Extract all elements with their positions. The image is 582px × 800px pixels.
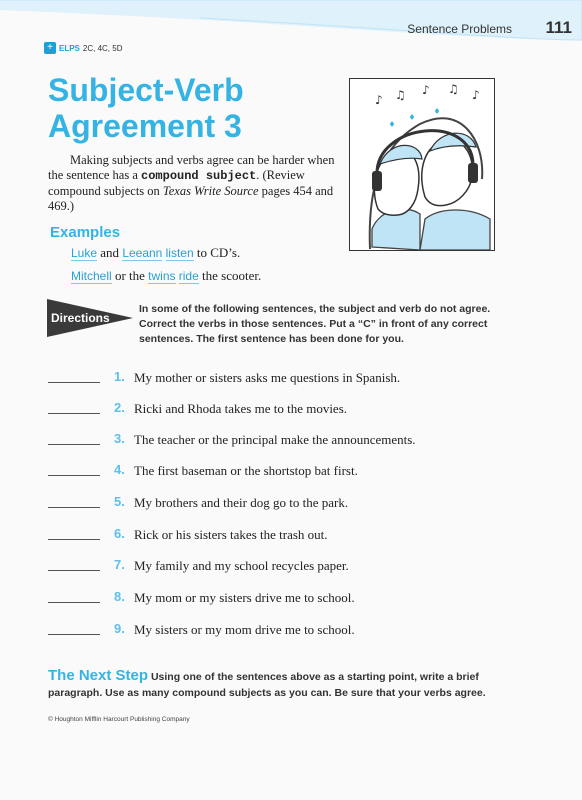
example-2-rest: the scooter. <box>202 268 262 283</box>
exercise-item-6 <box>48 527 468 545</box>
item-sentence-5: My brothers and their dog go to the park. <box>134 495 349 510</box>
example-1-rest: to CD’s. <box>196 245 241 260</box>
plus-icon: + <box>44 42 56 54</box>
example-2-subject-1: Mitchell <box>71 269 112 283</box>
answer-blank-4[interactable] <box>48 475 100 476</box>
illustration-headphones <box>349 78 495 251</box>
elps-standards <box>44 42 122 54</box>
exercise-item-1 <box>48 370 468 388</box>
example-1-subject-1: Luke <box>71 246 98 260</box>
answer-blank-8[interactable] <box>48 602 100 603</box>
example-2-verb: ride <box>178 269 199 283</box>
item-sentence-1: My mother or sisters asks me questions in Spanish. <box>134 370 401 385</box>
headphones-illustration-icon <box>350 79 494 250</box>
intro-text-1: Making subjects and verbs agree can be harder when the sentence has a <box>48 153 335 182</box>
exercise-item-7 <box>48 558 468 576</box>
intro-text-3: pages 454 and 469.) <box>48 184 334 213</box>
example-1 <box>71 245 240 261</box>
item-number-2: 2. <box>114 400 125 415</box>
item-number-5: 5. <box>114 494 125 509</box>
directions-text: In some of the following sentences, the subject and verb do not agree. Correct the verbs in those sentences. Put a “C” in front of any correct sentences. The first sentence has been done for you. <box>139 303 491 345</box>
answer-blank-6[interactable] <box>48 539 100 540</box>
exercise-item-8 <box>48 590 468 608</box>
next-step-heading: The Next Step <box>48 667 149 684</box>
item-number-4: 4. <box>114 462 125 477</box>
example-2-subject-2: twins <box>148 269 176 283</box>
svg-text:♫: ♫ <box>448 82 459 96</box>
exercise-item-9 <box>48 622 468 640</box>
example-2 <box>71 268 261 284</box>
copyright: © Houghton Mifflin Harcourt Publishing Company <box>48 716 190 723</box>
item-number-3: 3. <box>114 431 125 446</box>
item-sentence-3: The teacher or the principal make the announcements. <box>134 432 416 447</box>
exercise-item-4 <box>48 463 468 481</box>
item-sentence-4: The first baseman or the shortstop bat first. <box>134 463 358 478</box>
elps-label: ELPS <box>59 43 80 53</box>
example-1-verb: listen <box>165 246 194 260</box>
answer-blank-9[interactable] <box>48 634 100 635</box>
item-number-8: 8. <box>114 589 125 604</box>
svg-text:♫: ♫ <box>395 88 406 102</box>
answer-blank-3[interactable] <box>48 444 100 445</box>
item-number-7: 7. <box>114 557 125 572</box>
answer-blank-2[interactable] <box>48 413 100 414</box>
next-step <box>48 668 508 701</box>
svg-text:♪: ♪ <box>422 83 430 97</box>
answer-blank-1[interactable] <box>48 382 100 383</box>
item-number-1: 1. <box>114 369 125 384</box>
directions-tab <box>45 297 135 339</box>
item-sentence-8: My mom or my sisters drive me to school. <box>134 590 355 605</box>
item-sentence-6: Rick or his sisters takes the trash out. <box>134 527 328 542</box>
section-title: Sentence Problems <box>407 22 512 36</box>
answer-blank-5[interactable] <box>48 507 100 508</box>
example-1-subject-2: Leeann <box>122 246 163 260</box>
page-title <box>48 72 244 144</box>
item-number-9: 9. <box>114 621 125 636</box>
example-1-conjunction: and <box>100 245 120 260</box>
item-sentence-2: Ricki and Rhoda takes me to the movies. <box>134 401 348 416</box>
directions-label: Directions <box>51 311 110 325</box>
item-number-6: 6. <box>114 526 125 541</box>
exercise-item-5 <box>48 495 468 513</box>
intro-text-2: . (Review compound subjects on <box>48 168 305 198</box>
item-sentence-7: My family and my school recycles paper. <box>134 558 349 573</box>
svg-text:♪: ♪ <box>375 93 383 107</box>
intro-paragraph <box>48 153 338 214</box>
page-number: 111 <box>545 18 572 37</box>
exercise-item-3 <box>48 432 468 450</box>
item-sentence-9: My sisters or my mom drive me to school. <box>134 622 355 637</box>
svg-text:♪: ♪ <box>472 88 480 102</box>
next-step-text: Using one of the sentences above as a starting point, write a brief paragraph. Use as many compound subjects as you can. Be sure that your verbs agree. <box>48 671 486 699</box>
example-2-conjunction: or the <box>114 268 145 283</box>
elps-codes: 2C, 4C, 5D <box>82 43 123 53</box>
intro-italic: Texas Write Source <box>162 184 259 198</box>
title-line-1: Subject-Verb <box>48 72 244 108</box>
examples-heading: Examples <box>50 224 121 241</box>
exercise-item-2 <box>48 401 468 419</box>
intro-bold: compound subject <box>141 169 257 183</box>
answer-blank-7[interactable] <box>48 570 100 571</box>
title-line-2: Agreement 3 <box>48 108 242 144</box>
